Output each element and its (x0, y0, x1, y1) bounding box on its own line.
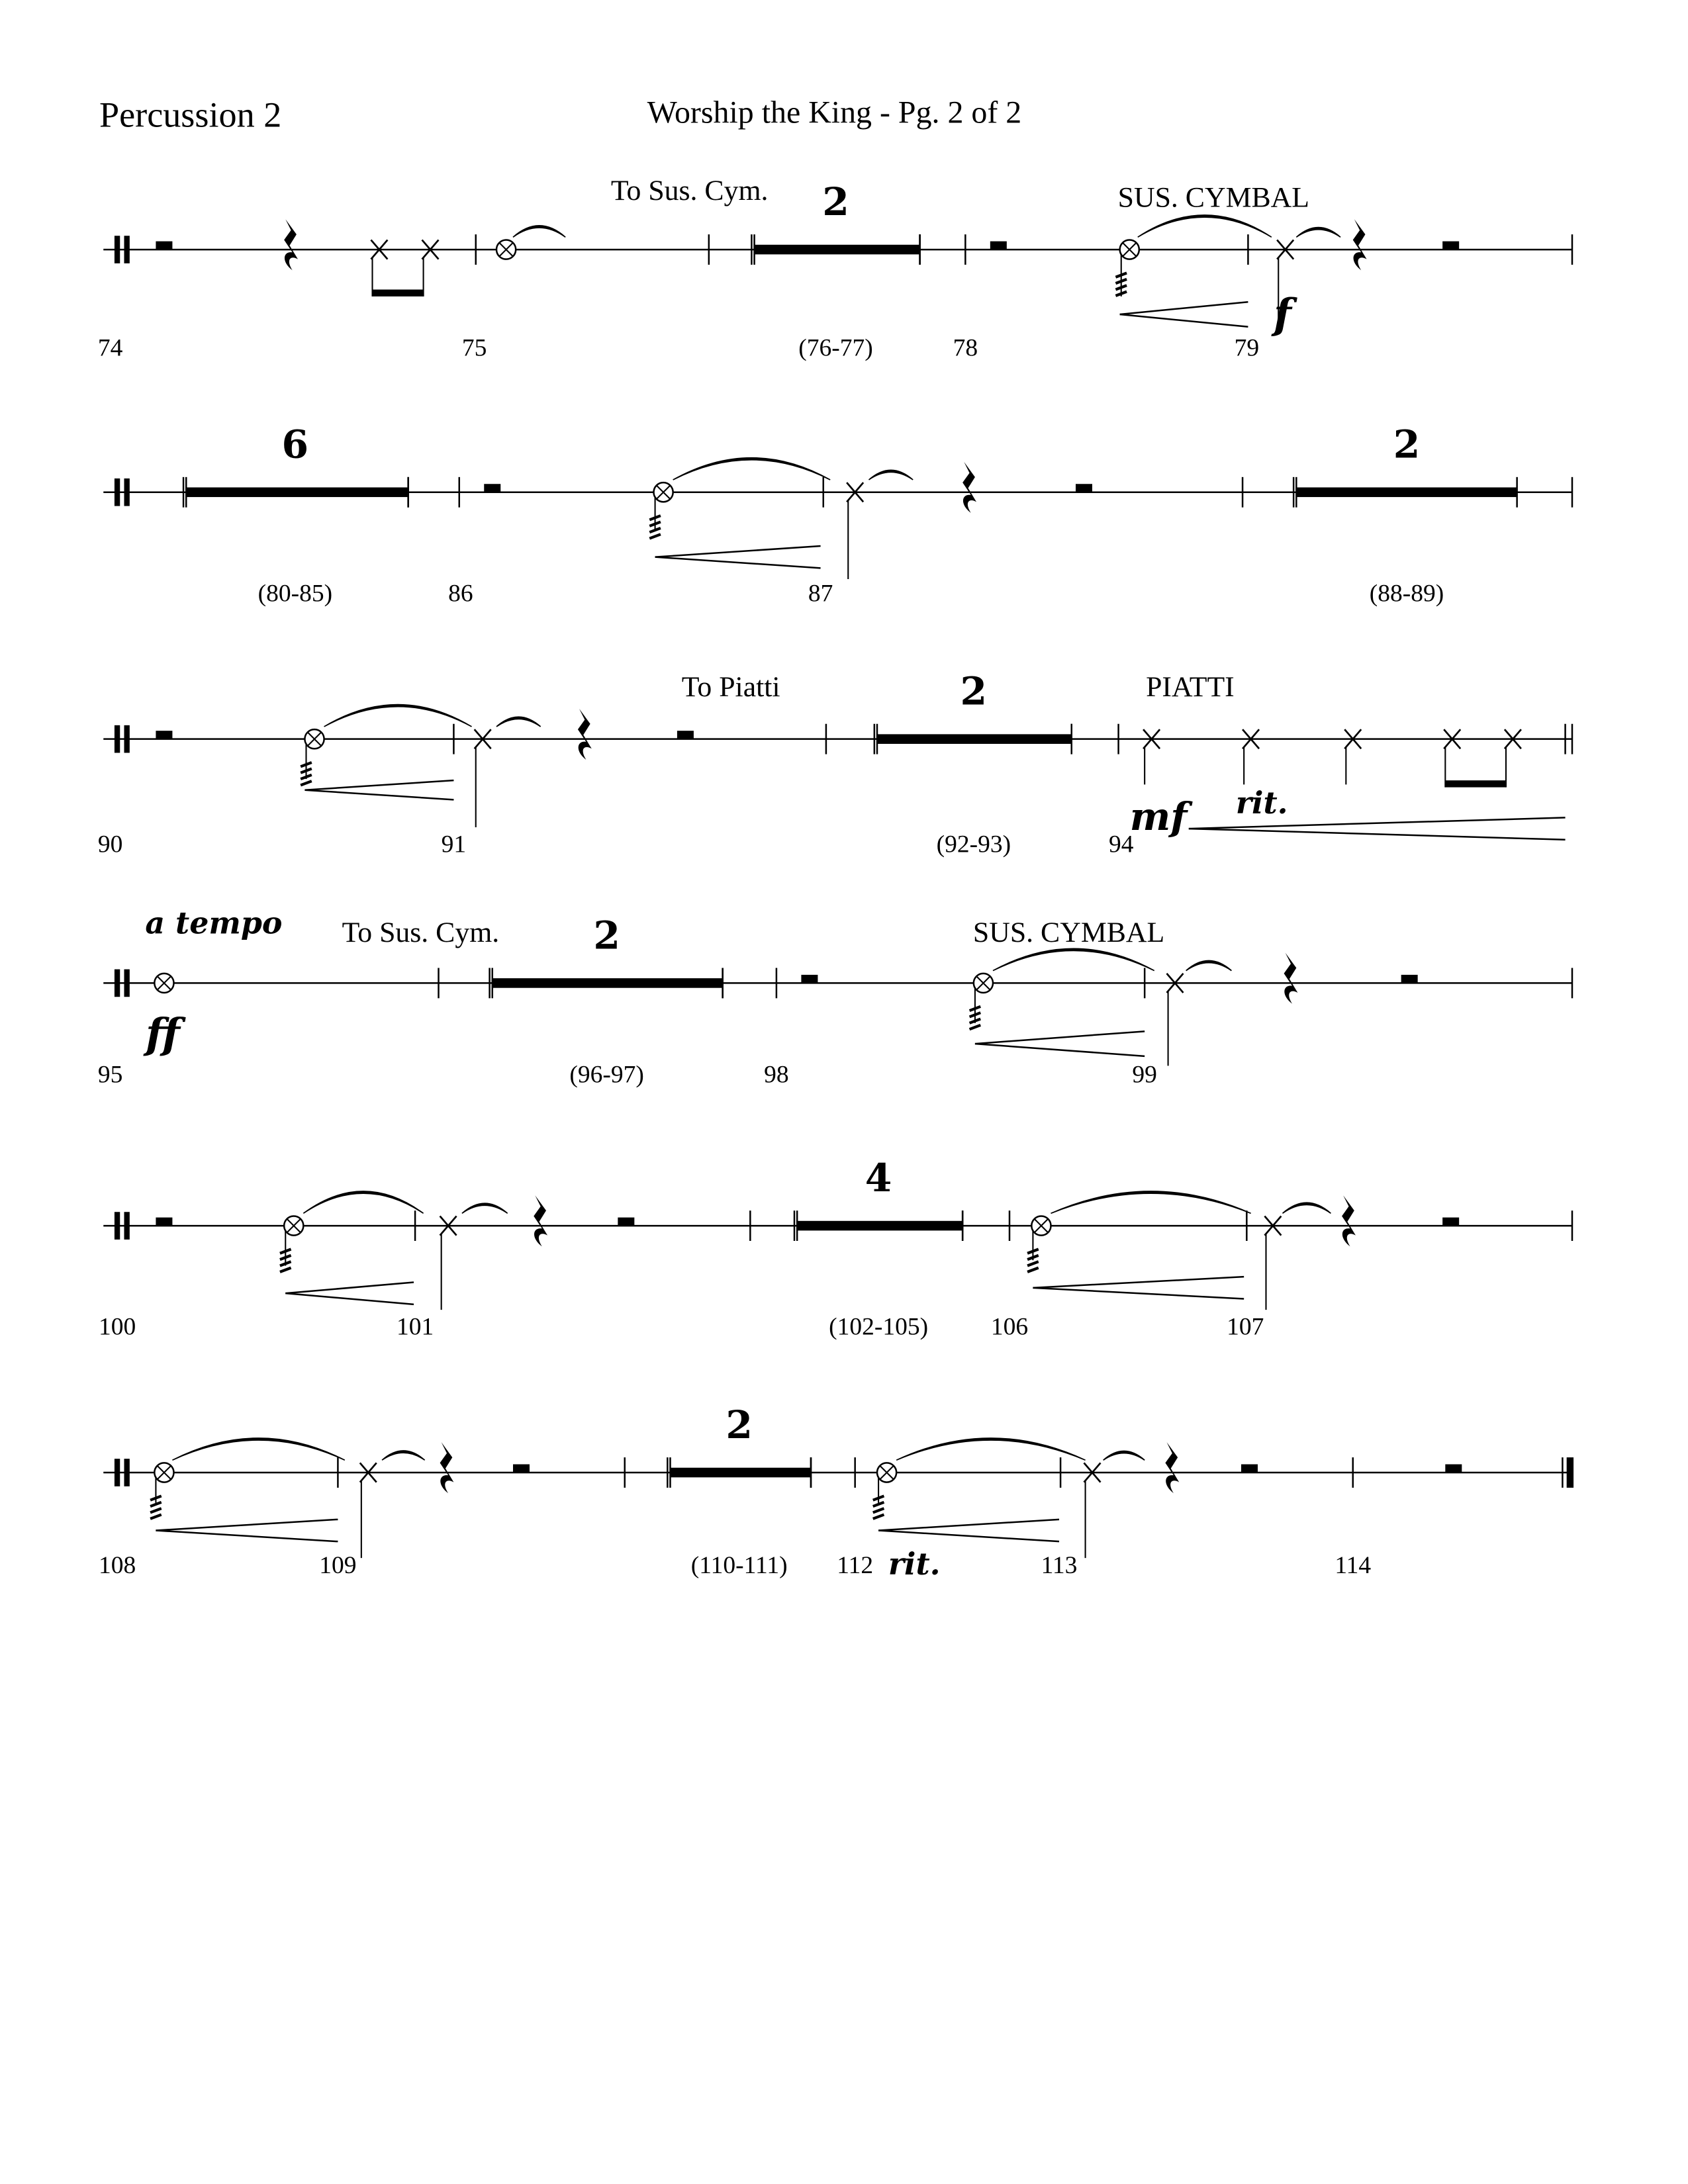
quarter-rest (534, 1195, 547, 1246)
crescendo-hairpin (285, 1293, 414, 1304)
tremolo-slash (970, 1025, 981, 1029)
multimeasure-rest-bar (492, 978, 723, 988)
tremolo-slash (150, 1496, 162, 1500)
multimeasure-rest-count: 4 (865, 1155, 892, 1201)
dynamic-marking: rit. (888, 1546, 941, 1582)
half-rest (1442, 1218, 1459, 1226)
half-rest (618, 1218, 634, 1226)
percussion-clef-icon (124, 236, 130, 263)
crescendo-hairpin (1033, 1277, 1244, 1288)
measure-number: 94 (1109, 831, 1134, 858)
crescendo-hairpin (975, 1031, 1145, 1044)
tremolo-slash (1027, 1261, 1039, 1265)
percussion-clef-icon (115, 1212, 120, 1240)
measure-number: 112 (837, 1552, 874, 1580)
measure-number: 90 (97, 831, 123, 858)
measure-number: 99 (1132, 1061, 1157, 1089)
measure-number: 86 (448, 580, 473, 608)
quarter-rest (284, 219, 298, 270)
half-rest (156, 242, 172, 250)
tie (496, 717, 541, 727)
crescendo-hairpin (156, 1531, 338, 1542)
quarter-rest (440, 1442, 454, 1493)
tremolo-slash (301, 775, 312, 779)
crescendo-hairpin (655, 546, 821, 557)
tremolo-slash (970, 1013, 981, 1017)
tremolo-slash (150, 1515, 162, 1519)
tremolo-slash (280, 1255, 291, 1259)
tie (513, 226, 565, 237)
half-rest (156, 1218, 172, 1226)
tremolo-slash (301, 762, 312, 766)
measure-number: 95 (97, 1061, 123, 1089)
measure-number: 74 (97, 334, 123, 362)
crescendo-hairpin (1120, 302, 1248, 314)
tie (1296, 228, 1340, 238)
dynamic-marking: ff (145, 1009, 180, 1058)
measure-number: (80-85) (258, 580, 333, 608)
staff-system-6 (99, 1402, 1573, 1582)
half-rest (801, 975, 818, 983)
tie (993, 948, 1154, 970)
multimeasure-rest-count: 2 (726, 1401, 753, 1447)
half-rest (1076, 484, 1092, 492)
quarter-rest (962, 462, 976, 513)
measure-number: 75 (461, 334, 487, 362)
dynamic-marking: f (1274, 289, 1291, 338)
tremolo-slash (649, 528, 661, 532)
quarter-rest (578, 709, 592, 760)
quarter-rest (1342, 1195, 1356, 1246)
tie (462, 1203, 508, 1213)
measure-number: 79 (1234, 334, 1260, 362)
tremolo-slash (1115, 285, 1127, 289)
tie (324, 705, 472, 727)
tremolo-slash (1115, 279, 1127, 283)
staff-system-3 (98, 668, 1572, 858)
staff-text-direction: To Piatti (681, 671, 780, 704)
half-rest (1442, 242, 1459, 250)
measure-number: (96-97) (569, 1061, 644, 1089)
measure-number: (102-105) (829, 1313, 929, 1341)
crescendo-hairpin (1120, 314, 1248, 327)
measure-number: 113 (1041, 1552, 1078, 1580)
measure-number: (110-111) (690, 1552, 788, 1580)
tremolo-slash (1027, 1255, 1039, 1259)
crescendo-hairpin (878, 1520, 1059, 1531)
tremolo-slash (1027, 1268, 1039, 1272)
measure-number: 101 (396, 1313, 434, 1341)
tremolo-slash (1115, 273, 1127, 277)
staff-text-direction: To Sus. Cym. (610, 175, 769, 207)
tremolo-slash (649, 534, 661, 538)
measure-number: (92-93) (936, 831, 1011, 858)
tie (172, 1438, 344, 1460)
half-rest (677, 731, 694, 739)
dynamic-marking: rit. (1235, 785, 1288, 821)
percussion-clef-icon (124, 725, 130, 753)
final-barline (1567, 1457, 1573, 1488)
percussion-clef-icon (115, 970, 120, 997)
percussion-clef-icon (124, 478, 130, 506)
multimeasure-rest-bar (1296, 487, 1517, 497)
tremolo-slash (280, 1250, 291, 1253)
measure-number: 107 (1227, 1313, 1264, 1341)
measure-number: 87 (808, 580, 833, 608)
quarter-rest (1165, 1442, 1179, 1493)
measure-number: 78 (953, 334, 978, 362)
measure-number: 109 (319, 1552, 357, 1580)
beam (1445, 780, 1506, 787)
multimeasure-rest-count: 2 (960, 668, 988, 714)
tremolo-slash (1115, 292, 1127, 296)
measure-number: 108 (98, 1552, 136, 1580)
tie (869, 470, 914, 480)
tie (1138, 215, 1272, 237)
tie (896, 1438, 1085, 1460)
staff-text-direction: PIATTI (1146, 671, 1235, 704)
half-rest (156, 731, 172, 739)
tremolo-slash (280, 1268, 291, 1272)
staff-text-direction: SUS. CYMBAL (972, 916, 1165, 948)
multimeasure-rest-count: 6 (281, 421, 309, 467)
tie (1103, 1451, 1145, 1461)
multimeasure-rest-count: 2 (593, 912, 620, 958)
tremolo-slash (301, 768, 312, 772)
tremolo-slash (301, 781, 312, 785)
measure-number: (88-89) (1369, 580, 1444, 608)
half-rest (484, 484, 500, 492)
tie (1283, 1203, 1331, 1213)
crescendo-hairpin (975, 1044, 1145, 1056)
measure-number: (76-77) (798, 334, 873, 362)
tremolo-slash (970, 1007, 981, 1011)
multimeasure-rest-bar (877, 734, 1072, 744)
percussion-clef-icon (115, 236, 120, 263)
measure-number: 114 (1335, 1552, 1372, 1580)
dynamic-marking: a tempo (145, 905, 283, 941)
half-rest (1445, 1465, 1462, 1473)
half-rest (1401, 975, 1418, 983)
measure-number: 106 (990, 1313, 1029, 1341)
crescendo-hairpin (305, 780, 453, 790)
staff-system-4 (98, 905, 1572, 1088)
staff-system-2 (103, 422, 1572, 608)
multimeasure-rest-count: 2 (1393, 421, 1421, 467)
tremolo-slash (873, 1502, 884, 1506)
multimeasure-rest-bar (755, 245, 920, 255)
percussion-clef-icon (115, 1459, 120, 1486)
quarter-rest (1284, 953, 1298, 1004)
crescendo-hairpin (878, 1531, 1059, 1542)
tremolo-slash (150, 1508, 162, 1512)
staff-system-5 (99, 1155, 1572, 1341)
percussion-clef-icon (124, 1212, 130, 1240)
multimeasure-rest-bar (186, 487, 408, 497)
part-name: Percussion 2 (99, 95, 282, 135)
tremolo-slash (970, 1019, 981, 1023)
multimeasure-rest-bar (797, 1221, 962, 1231)
measure-number: 98 (764, 1061, 789, 1089)
page-title: Worship the King - Pg. 2 of 2 (647, 95, 1022, 130)
tremolo-slash (649, 522, 661, 526)
percussion-clef-icon (115, 478, 120, 506)
half-rest (990, 242, 1007, 250)
multimeasure-rest-bar (671, 1468, 812, 1478)
tremolo-slash (1027, 1250, 1039, 1253)
tie (1051, 1191, 1251, 1213)
tremolo-slash (873, 1496, 884, 1500)
multimeasure-rest-count: 2 (822, 179, 849, 224)
percussion-clef-icon (124, 1459, 130, 1486)
measure-number: 91 (441, 831, 467, 858)
tie (382, 1451, 425, 1460)
tie (303, 1191, 423, 1213)
crescendo-hairpin (655, 557, 821, 569)
staff-system-1 (98, 175, 1572, 361)
tie (1186, 961, 1232, 971)
half-rest (513, 1465, 530, 1473)
tremolo-slash (150, 1502, 162, 1506)
tremolo-slash (280, 1261, 291, 1265)
staff-text-direction: SUS. CYMBAL (1117, 181, 1309, 214)
measure-number: 100 (98, 1313, 136, 1341)
crescendo-hairpin (285, 1283, 414, 1294)
crescendo-hairpin (305, 790, 453, 800)
tie (673, 458, 830, 480)
dynamic-marking: mf (1129, 794, 1188, 840)
quarter-rest (1353, 219, 1367, 270)
beam (373, 290, 424, 296)
tremolo-slash (873, 1515, 884, 1519)
crescendo-hairpin (156, 1520, 338, 1531)
crescendo-hairpin (1033, 1288, 1244, 1299)
tremolo-slash (649, 516, 661, 520)
crescendo-hairpin (1189, 829, 1566, 840)
percussion-clef-icon (115, 725, 120, 753)
tremolo-slash (873, 1508, 884, 1512)
staff-text-direction: To Sus. Cym. (342, 916, 500, 948)
percussion-clef-icon (124, 970, 130, 997)
half-rest (1241, 1465, 1258, 1473)
